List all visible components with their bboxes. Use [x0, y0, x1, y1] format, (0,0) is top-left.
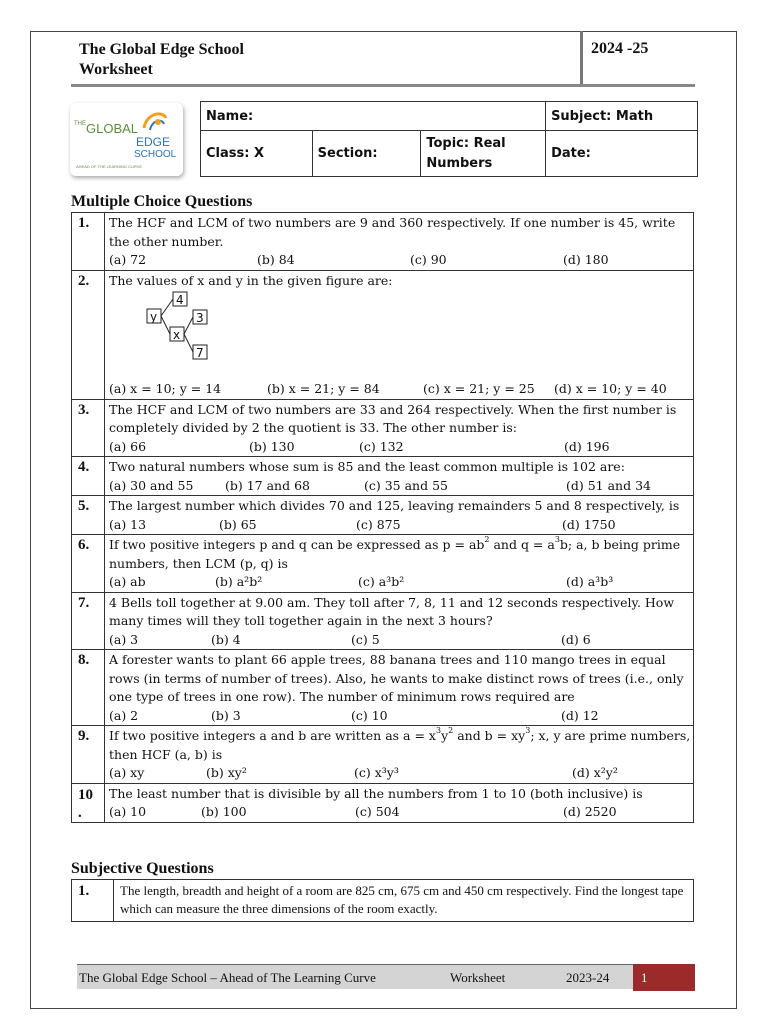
header-year: 2024 -25: [591, 40, 649, 57]
option-a[interactable]: (a) 72: [109, 252, 147, 267]
fig-label-7: 7: [196, 346, 204, 360]
option-b[interactable]: (b) 3: [211, 707, 241, 723]
options: [109, 380, 693, 399]
topic-field: Topic: Real Numbers: [421, 131, 546, 177]
option-d[interactable]: (d) 51 and 34: [566, 477, 651, 493]
option-b[interactable]: (b) 65: [219, 516, 257, 532]
question-number: 4.: [72, 457, 105, 496]
option-d[interactable]: (d) a³b³: [566, 574, 614, 589]
question-row: [72, 783, 694, 822]
option-d[interactable]: (d) 2520: [563, 804, 617, 819]
options: [109, 516, 693, 535]
question-number: 1.: [72, 213, 105, 271]
option-c[interactable]: (c) 10: [351, 707, 388, 723]
doc-type: Worksheet: [79, 61, 153, 78]
question-body: [105, 650, 694, 726]
question-number: 3.: [72, 399, 105, 457]
header-divider-vertical: [580, 31, 583, 86]
footer-year: 2023-24: [566, 970, 610, 985]
option-c[interactable]: (c) 504: [355, 804, 400, 819]
option-a[interactable]: (a) 3: [109, 631, 139, 647]
footer-school: The Global Edge School – Ahead of The Learning Curve: [79, 970, 376, 985]
class-field: Class: X: [201, 131, 313, 177]
question-row: [72, 650, 694, 726]
question-body: [105, 270, 694, 399]
option-b[interactable]: (b) 130: [249, 438, 295, 454]
question-body: [105, 457, 694, 496]
options: [109, 251, 693, 270]
question-text: Two natural numbers whose sum is 85 and the least common multiple is 102 are:: [109, 459, 625, 474]
options: [109, 573, 693, 592]
mcq-table: [71, 212, 694, 823]
question-body: [105, 496, 694, 535]
logo-text-global: $^{THE}$GLOBAL: [74, 121, 139, 136]
question-text: The length, breadth and height of a room are 825 cm, 675 cm and 450 cm respectively. Find the longest tape which can measure the three dimensions of the room exactly.: [114, 880, 694, 922]
option-d[interactable]: (d) 180: [563, 252, 609, 267]
question-text: 4 Bells toll together at 9.00 am. They toll after 7, 8, 11 and 12 seconds respectively. How many times will they toll together again in the next 3 hours?: [109, 594, 675, 628]
subjective-table: [71, 879, 694, 922]
subjective-heading: Subjective Questions: [71, 860, 214, 877]
swoosh-icon: [140, 108, 170, 136]
question-number: 2.: [72, 270, 105, 399]
fig-label-x: x: [173, 328, 181, 342]
option-d[interactable]: (d) x = 10; y = 40: [554, 381, 667, 396]
question-number: 7.: [72, 592, 105, 650]
school-logo: [70, 103, 183, 176]
option-a[interactable]: (a) 13: [109, 516, 147, 532]
options: [109, 477, 693, 496]
option-b[interactable]: (b) 100: [201, 804, 247, 819]
option-a[interactable]: (a) ab: [109, 574, 146, 589]
school-name: The Global Edge School: [79, 41, 244, 58]
student-info-table: [200, 101, 698, 177]
question-number: 5.: [72, 496, 105, 535]
footer-doc-type: Worksheet: [450, 970, 506, 985]
option-d[interactable]: (d) 1750: [562, 516, 616, 532]
question-row: [72, 213, 694, 271]
question-number: 10 .: [72, 783, 105, 822]
question-row: [72, 399, 694, 457]
question-number: 1.: [72, 880, 114, 922]
option-a[interactable]: (a) 2: [109, 707, 139, 723]
option-a[interactable]: (a) 10: [109, 804, 147, 819]
question-row: [72, 592, 694, 650]
question-body: [105, 592, 694, 650]
question-body: [105, 213, 694, 271]
question-number: 8.: [72, 650, 105, 726]
question-body: [105, 783, 694, 822]
option-b[interactable]: (b) x = 21; y = 84: [267, 381, 380, 396]
question-text: The largest number which divides 70 and 125, leaving remainders 5 and 8 respectively, is: [109, 498, 680, 513]
option-c[interactable]: (c) 35 and 55: [364, 477, 448, 493]
footer-bar: [77, 964, 633, 989]
question-number: 6.: [72, 535, 105, 593]
logo-text-school: SCHOOL: [134, 149, 177, 160]
question-number: 9.: [72, 726, 105, 784]
option-d[interactable]: (d) x²y²: [572, 765, 618, 780]
fig-label-y: y: [150, 310, 158, 324]
question-row: [72, 726, 694, 784]
options: [109, 707, 693, 726]
question-text: The HCF and LCM of two numbers are 9 and 360 respectively. If one number is 45, write the other number.: [109, 215, 676, 249]
factor-tree-figure: [133, 290, 693, 380]
question-text: The values of x and y in the given figure are:: [109, 272, 393, 288]
subject-field: Subject: Math: [546, 102, 698, 131]
options: [109, 631, 693, 650]
header-divider-horizontal: [71, 84, 695, 87]
name-field[interactable]: Name:: [201, 102, 546, 131]
options: [109, 764, 693, 783]
option-b[interactable]: (b) a²b²: [215, 574, 263, 589]
question-text: The HCF and LCM of two numbers are 33 and 264 respectively. When the first number is completely divided by 2 the quotient is 33. The other number is:: [109, 401, 677, 435]
option-a[interactable]: (a) 30 and 55: [109, 477, 194, 493]
logo-tagline: AHEAD OF THE LEARNING CURVE: [76, 164, 143, 169]
fig-label-4: 4: [176, 293, 184, 307]
option-c[interactable]: (c) 5: [351, 631, 380, 647]
option-c[interactable]: (c) x³y³: [354, 765, 399, 780]
question-row: [72, 457, 694, 496]
option-b[interactable]: (b) 17 and 68: [225, 477, 310, 493]
option-c[interactable]: (c) x = 21; y = 25: [423, 381, 535, 396]
question-row: [72, 535, 694, 593]
fig-label-3: 3: [196, 311, 204, 325]
option-d[interactable]: (d) 12: [561, 707, 599, 723]
option-c[interactable]: (c) 132: [359, 438, 404, 454]
option-a[interactable]: (a) 66: [109, 438, 147, 454]
options: [109, 438, 693, 457]
question-row: [72, 496, 694, 535]
option-b[interactable]: (b) xy²: [206, 765, 247, 780]
option-d[interactable]: (d) 196: [564, 438, 610, 454]
options: [109, 803, 693, 822]
option-c[interactable]: (c) a³b²: [358, 574, 405, 589]
question-body: [105, 535, 694, 593]
logo-text-edge: EDGE: [136, 135, 171, 149]
option-d[interactable]: (d) 6: [561, 631, 591, 647]
mcq-heading: Multiple Choice Questions: [71, 193, 253, 210]
option-c[interactable]: (c) 875: [356, 516, 401, 532]
option-a[interactable]: (a) xy: [109, 765, 145, 780]
question-text: The least number that is divisible by all the numbers from 1 to 10 (both inclusive) is: [109, 785, 643, 801]
date-field[interactable]: Date:: [546, 131, 698, 177]
option-b[interactable]: (b) 84: [257, 252, 295, 267]
question-text: A forester wants to plant 66 apple trees, 88 banana trees and 110 mango trees in equal rows (in terms of number of trees). Also, he wants to make distinct rows of trees (i.e., only one type of trees in one row). The number of minimum rows required are: [109, 652, 684, 704]
option-c[interactable]: (c) 90: [410, 252, 447, 267]
header-title: [79, 40, 244, 80]
question-body: [105, 726, 694, 784]
question-body: [105, 399, 694, 457]
question-text: If two positive integers p and q can be expressed as $p = ab^2$ and $q = a^3b$; a, b being prime numbers, then LCM (p, q) is: [109, 535, 681, 571]
section-field[interactable]: Section:: [312, 131, 421, 177]
page-number: 1: [633, 964, 695, 991]
question-row: [72, 880, 694, 922]
question-row: [72, 270, 694, 399]
question-text: If two positive integers a and b are written as $a = x^3y^2$ and $b = xy^3$; x, y are prime numbers, then HCF (a, b) is: [109, 726, 691, 762]
option-b[interactable]: (b) 4: [211, 631, 241, 647]
factor-tree-diagram: [137, 290, 227, 378]
option-a[interactable]: (a) x = 10; y = 14: [109, 381, 222, 396]
